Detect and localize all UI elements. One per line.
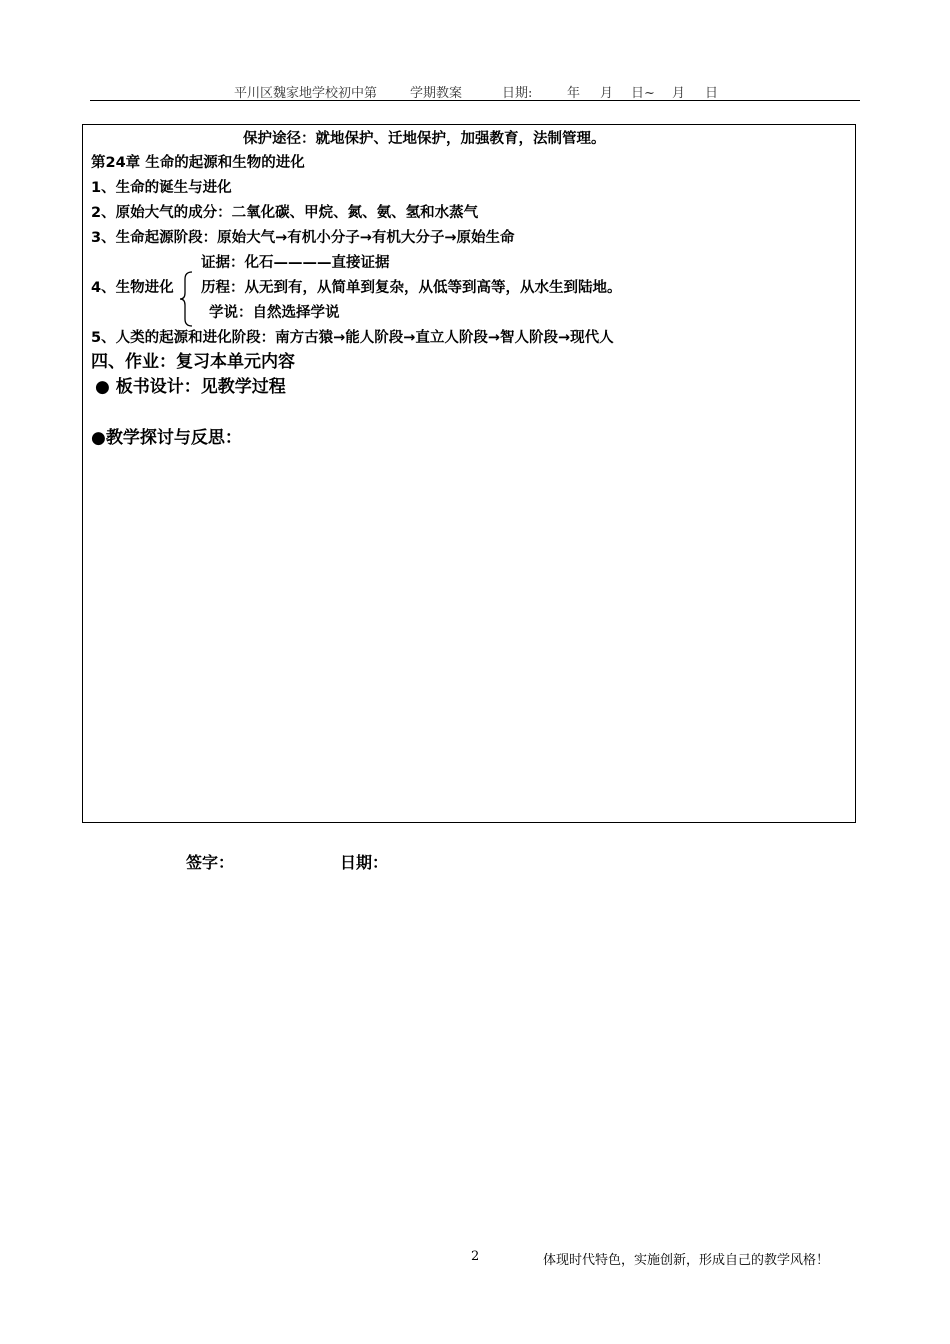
evolution-evidence: 证据：化石————直接证据 bbox=[201, 255, 390, 271]
homework: 四、作业：复习本单元内容 bbox=[91, 352, 295, 372]
header-day-end: 日 bbox=[705, 86, 719, 101]
point-4: 4、生物进化 bbox=[91, 280, 174, 296]
evolution-theory: 学说：自然选择学说 bbox=[209, 305, 340, 321]
page-header bbox=[90, 82, 860, 101]
lesson-content-box bbox=[82, 124, 856, 823]
point-5: 5、人类的起源和进化阶段：南方古猿→能人阶段→直立人阶段→智人阶段→现代人 bbox=[91, 330, 614, 346]
chapter-title: 第24章 生命的起源和生物的进化 bbox=[91, 155, 305, 171]
curly-brace-icon bbox=[179, 271, 193, 327]
evolution-process: 历程：从无到有，从简单到复杂，从低等到高等，从水生到陆地。 bbox=[201, 280, 622, 296]
header-date-label: 日期: bbox=[502, 86, 533, 101]
header-day-range: 日~ bbox=[631, 86, 655, 101]
signature-label: 签字： bbox=[186, 853, 235, 872]
footer-slogan: 体现时代特色，实施创新，形成自己的教学风格！ bbox=[543, 1253, 830, 1268]
header-school: 平川区魏家地学校初中第 bbox=[234, 86, 378, 101]
header-year: 年 bbox=[567, 86, 581, 101]
point-3: 3、生命起源阶段：原始大气→有机小分子→有机大分子→原始生命 bbox=[91, 230, 515, 246]
header-month-end: 月 bbox=[672, 86, 686, 101]
point-1: 1、生命的诞生与进化 bbox=[91, 180, 232, 196]
point-2: 2、原始大气的成分：二氧化碳、甲烷、氮、氨、氢和水蒸气 bbox=[91, 205, 479, 221]
protection-methods: 保护途径：就地保护、迁地保护，加强教育，法制管理。 bbox=[243, 131, 606, 147]
reflection-heading: ●教学探讨与反思： bbox=[91, 428, 242, 448]
header-term: 学期教案 bbox=[410, 86, 463, 101]
page-number: 2 bbox=[471, 1249, 480, 1264]
signature-date-label: 日期： bbox=[340, 853, 389, 872]
header-month-start: 月 bbox=[600, 86, 614, 101]
board-design: ● 板书设计：见教学过程 bbox=[95, 377, 286, 397]
